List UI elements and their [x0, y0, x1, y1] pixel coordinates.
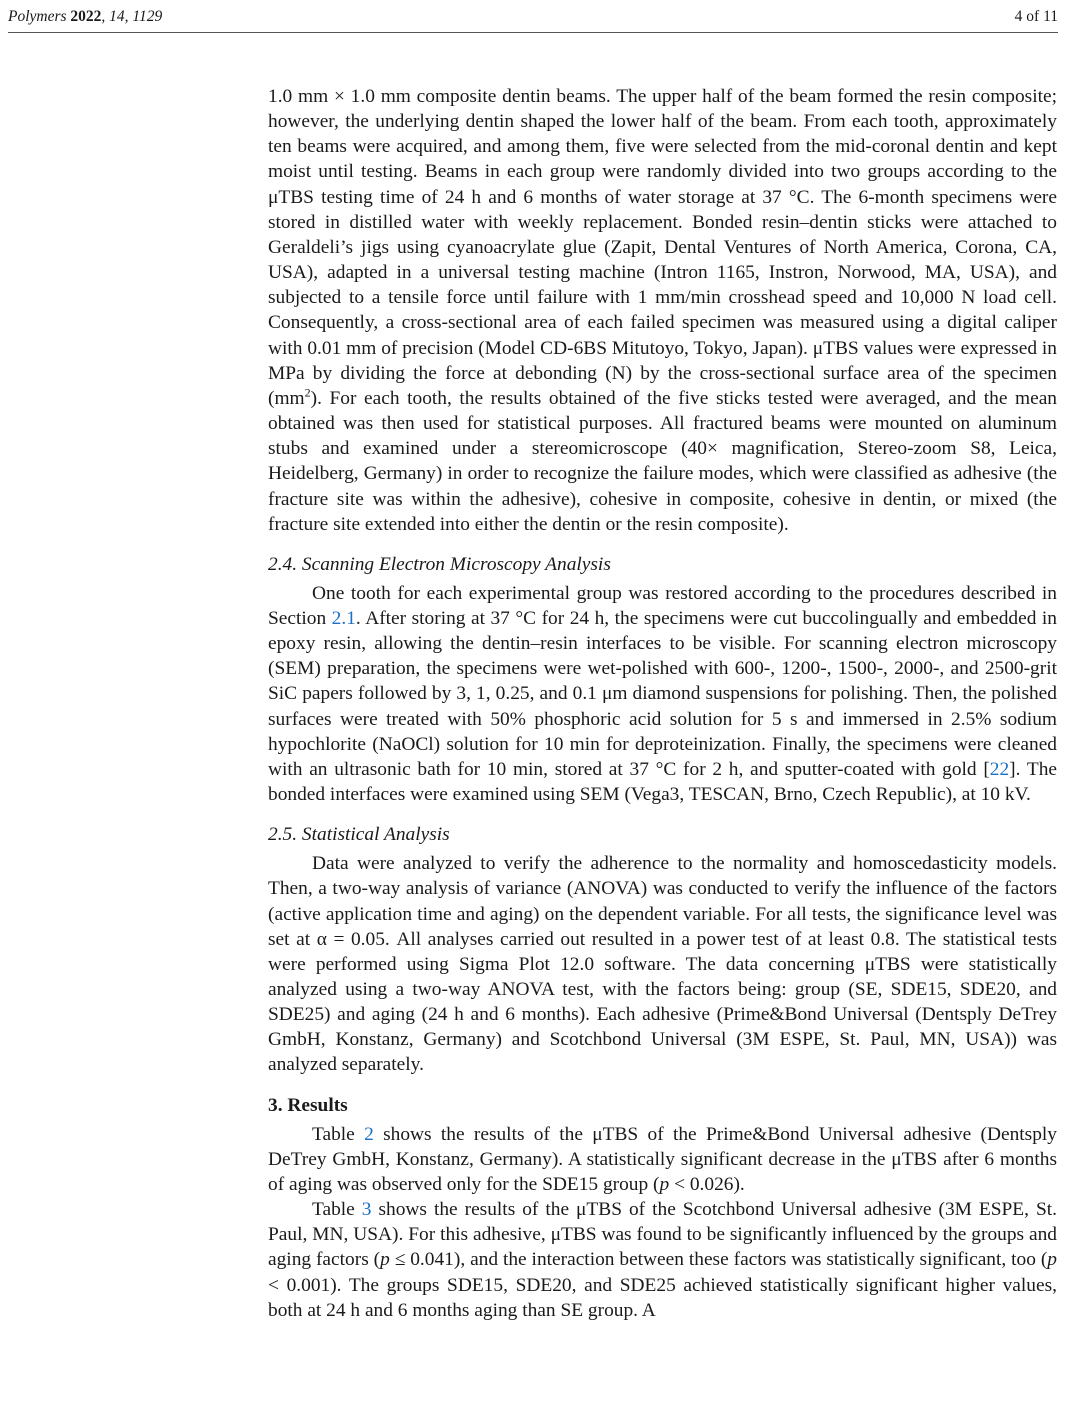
journal-volume-pages: , 14, 1129 — [101, 8, 163, 25]
section-link[interactable]: 2.1 — [331, 607, 356, 629]
page-header — [8, 2, 1058, 33]
section-heading-2-5: 2.5. Statistical Analysis — [268, 824, 450, 846]
p-variable: p — [380, 1249, 390, 1271]
table-link[interactable]: 2 — [364, 1123, 374, 1145]
results-paragraph-2 — [268, 1197, 1057, 1323]
paragraph-text: < 0.001). The groups SDE15, SDE20, and SDE25 achieved statistically significant higher values, both at 24 h and 6 months aging than SE group. A — [268, 1274, 1057, 1321]
p-variable: p — [659, 1173, 670, 1195]
paragraph-text: One tooth for each experimental group was restored according to the procedures described in Section — [268, 582, 1057, 629]
sem-paragraph — [268, 581, 1057, 807]
table-link[interactable]: 3 — [361, 1199, 372, 1221]
citation-link[interactable]: 22 — [989, 758, 1010, 780]
superscript: 2 — [304, 385, 311, 400]
paragraph-text: ≤ 0.041), and the interaction between these factors was statistically significant, too ( — [389, 1249, 1048, 1271]
paragraph-text: Table — [312, 1199, 362, 1221]
results-paragraph-1 — [268, 1122, 1057, 1197]
page-number: 4 of 11 — [1014, 8, 1058, 25]
paragraph-text: 1.0 mm × 1.0 mm composite dentin beams. The upper half of the beam formed the resin composite; however, the underlying dentin shaped the lower half of the beam. From each tooth, approximately ten beams were acquired, and among them, five were selected from the mid-coronal dentin and kept moist until testing. Beams in each group were randomly divided into two groups according to the μTBS testing time of 24 h and 6 months of water storage at 37 °C. The 6-month specimens were stored in distilled water with weekly replacement. Bonded resin–dentin sticks were attached to Geraldeli’s jigs using cyanoacrylate glue (Zapit, Dental Ventures of North America, Corona, CA, USA), adapted in a universal testing machine (Intron 1165, Instron, Norwood, MA, USA), and subjected to a tensile force until failure with 1 mm/min crosshead speed and 10,000 N load cell. Consequently, a cross-sectional area of each failed specimen was measured using a digital caliper with 0.01 mm of precision (Model CD-6BS Mitutoyo, Tokyo, Japan). μTBS values were expressed in MPa by dividing the force at debonding (N) by the cross-sectional surface area of the specimen (mm — [268, 86, 1057, 409]
paragraph-text: . After storing at 37 °C for 24 h, the specimens were cut buccolingually and embedded in epoxy resin, allowing the dentin–resin interfaces to be visible. For scanning electron microscopy (SEM) preparation, the specimens were wet-polished with 600-, 1200-, 1500-, 2000-, and 2500-grit SiC papers followed by 3, 1, 0.25, and 0.1 μm diamond suspensions for polishing. Then, the polished surfaces were treated with 50% phosphoric acid solution for 5 s and immersed in 2.5% sodium hypochlorite (NaOCl) solution for 10 min for deproteinization. Finally, the specimens were cleaned with an ultrasonic bath for 10 min, stored at 37 °C for 2 h, and sputter-coated with gold [ — [268, 607, 1057, 780]
paragraph-text: ]. The bonded interfaces were examined using SEM (Vega3, TESCAN, Brno, Czech Republic), at 10 kV. — [268, 758, 1057, 806]
paragraph-text: shows the results of the μTBS of the Scotchbond Universal adhesive (3M ESPE, St. Paul, MN, USA). For this adhesive, μTBS was found to be significantly influenced by the groups and aging factors ( — [268, 1199, 1058, 1271]
statistics-paragraph: Data were analyzed to verify the adherence to the normality and homoscedasticity models. Then, a two-way analysis of variance (ANOVA) was conducted to verify the influence of the factors (active application time and aging) on the dependent variable. For all tests, the significance level was set at α = 0.05. All analyses carried out resulted in a power test of at least 0.8. The statistical tests were performed using Sigma Plot 12.0 software. The data concerning μTBS were statistically analyzed using a two-way ANOVA test, with the factors being: group (SE, SDE15, SDE20, and SDE25) and aging (24 h and 6 months). Each adhesive (Prime&Bond Universal (Dentsply DeTrey GmbH, Konstanz, Germany) and Scotchbond Universal (3M ESPE, St. Paul, MN, USA)) was analyzed separately. — [268, 853, 1057, 1076]
main-content — [268, 84, 1057, 1323]
journal-citation — [8, 8, 162, 26]
journal-name: Polymers — [8, 8, 67, 25]
journal-year: 2022 — [70, 8, 102, 25]
paragraph-text: < 0.026). — [669, 1173, 745, 1195]
p-variable: p — [1047, 1249, 1057, 1271]
paragraph-text: shows the results of the μTBS of the Prime&Bond Universal adhesive (Dentsply DeTrey GmbH, Konstanz, Germany). A statistically significant decrease in the μTBS after 6 months of aging was observed only for the SDE15 group ( — [268, 1123, 1057, 1195]
paragraph-text: Table — [312, 1123, 365, 1145]
continuation-paragraph — [268, 84, 1057, 537]
section-heading-3: 3. Results — [268, 1094, 348, 1116]
paragraph-text: ). For each tooth, the results obtained of the five sticks tested were averaged, and the mean obtained was then used for statistical purposes. All fractured beams were mounted on aluminum stubs and examined under a stereomicroscope (40× magnification, Stereo-zoom S8, Leica, Heidelberg, Germany) in order to recognize the failure modes, which were classified as adhesive (the fracture site was within the adhesive), cohesive in composite, cohesive in dentin, or mixed (the fracture site extended into either the dentin or the resin composite). — [268, 387, 1057, 535]
section-heading-2-4: 2.4. Scanning Electron Microscopy Analysis — [268, 553, 611, 575]
